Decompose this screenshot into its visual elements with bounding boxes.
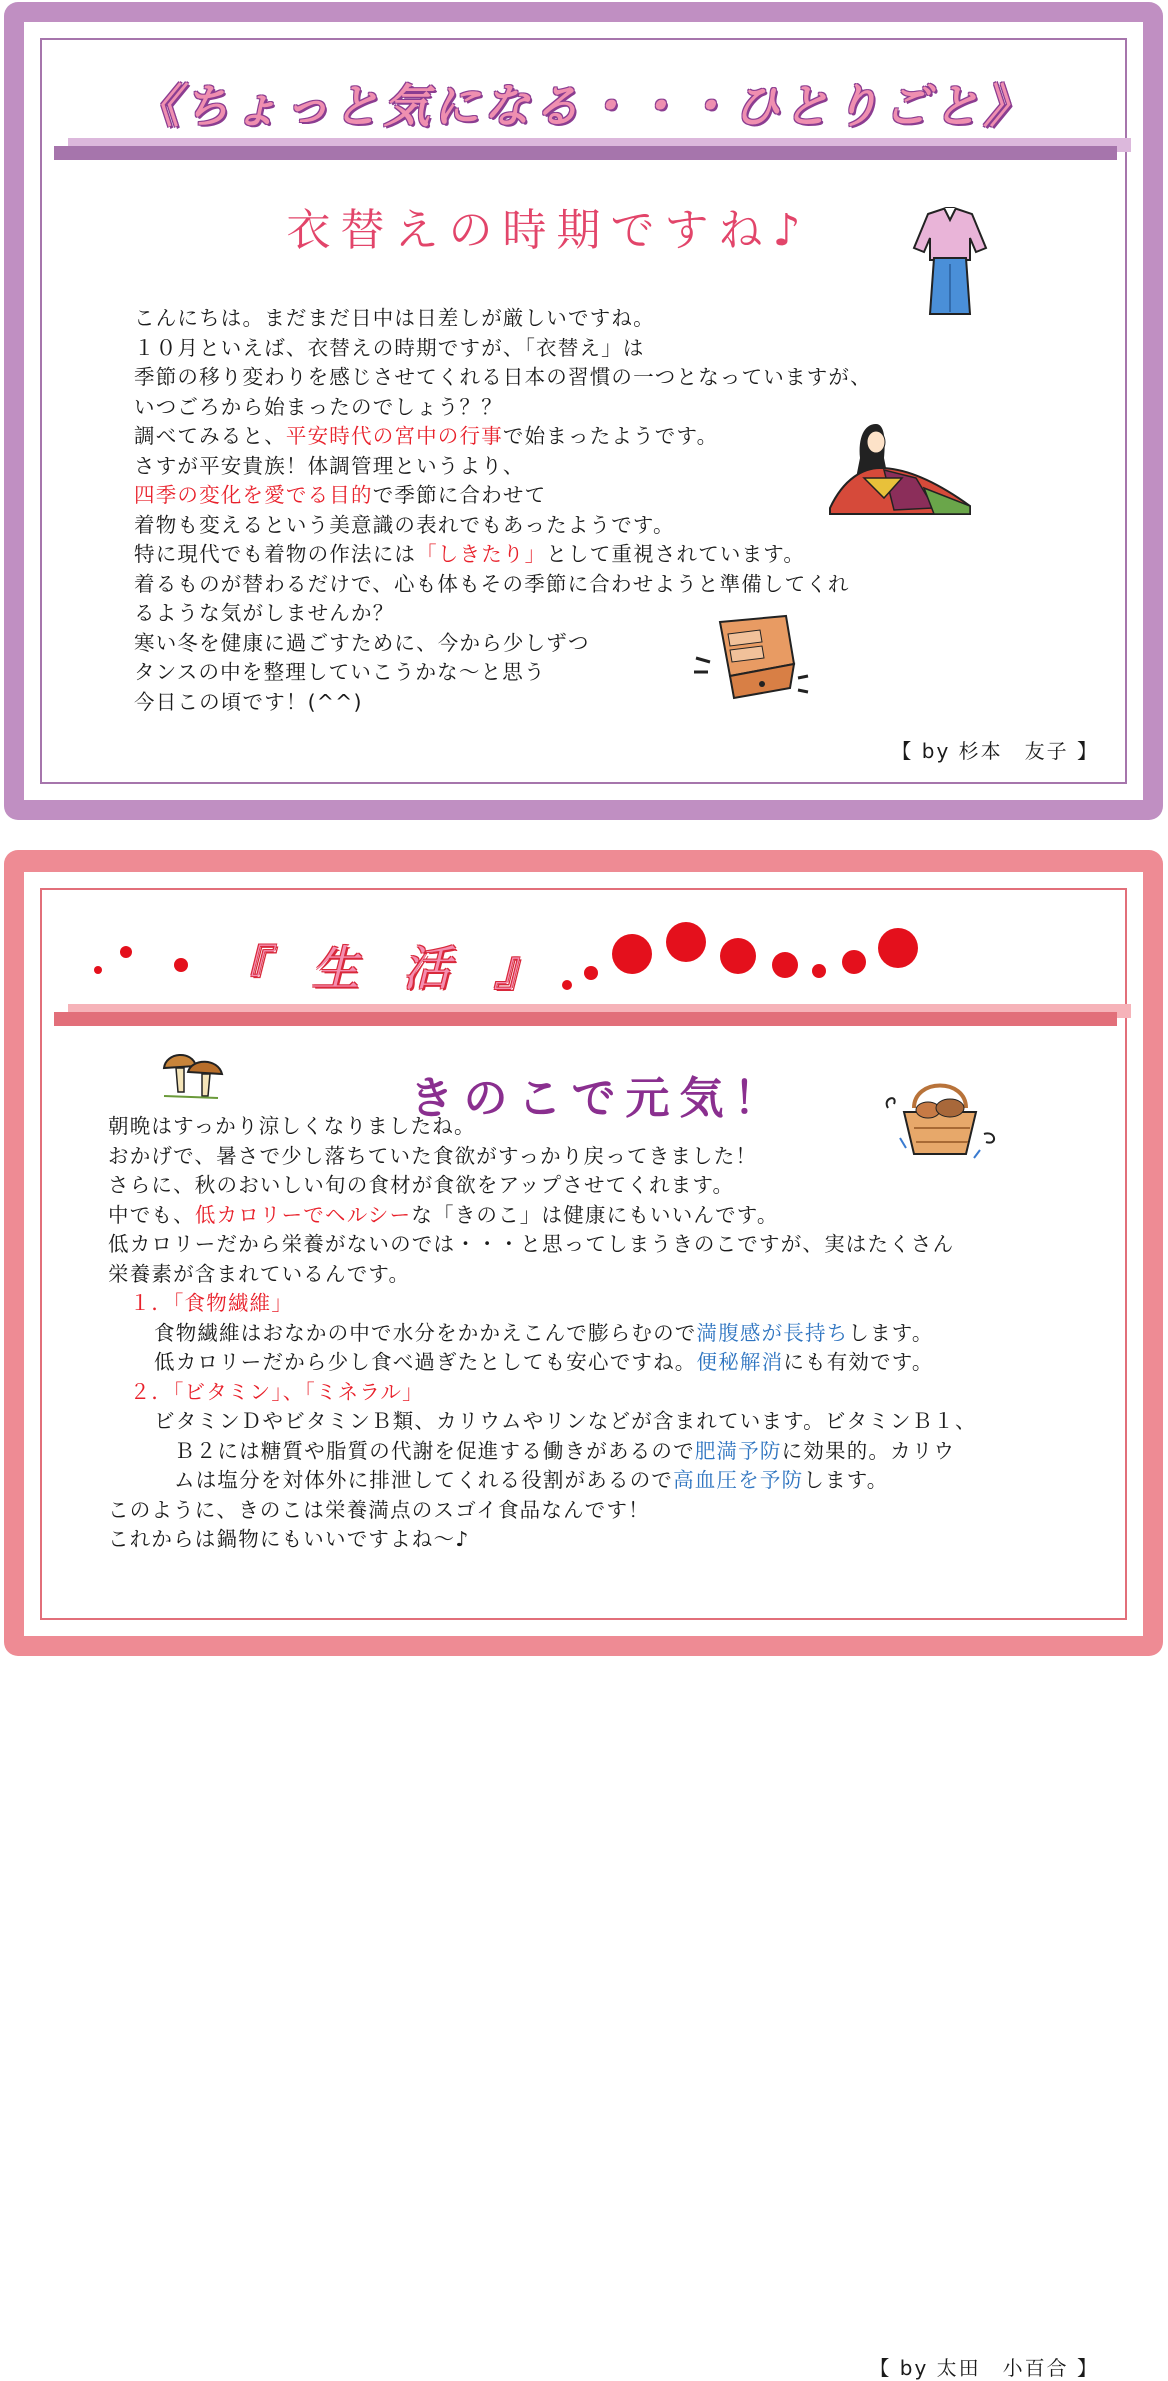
banner-dot — [772, 952, 798, 978]
section-1-inner — [24, 22, 1143, 800]
banner-dot — [842, 950, 866, 974]
banner-dot — [878, 928, 918, 968]
text-segment: タンスの中を整理していこうかな～と思う — [134, 660, 546, 684]
text-line — [108, 1407, 977, 1437]
text-segment: します。 — [848, 1320, 934, 1345]
banner-dot — [612, 934, 652, 974]
text-line — [108, 1171, 977, 1201]
banner-dot — [584, 966, 598, 980]
banner-dot — [94, 966, 102, 974]
text-line — [134, 658, 872, 688]
text-line — [134, 688, 872, 718]
highlight-text: ２．「ビタミン」、「ミネラル」 — [108, 1379, 424, 1404]
text-segment: で始まったようです。 — [502, 424, 719, 448]
text-line — [108, 1201, 977, 1231]
text-line — [108, 1437, 977, 1467]
text-line — [108, 1260, 977, 1290]
section-2-banner: 『 生 活 』 — [220, 941, 556, 997]
highlight-text: 「しきたり」 — [416, 542, 547, 566]
text-segment: 着るものが替わるだけで、心も体もその季節に合わせようと準備してくれ — [134, 571, 850, 596]
text-segment: にも有効です。 — [783, 1350, 934, 1374]
section-1-panel — [4, 2, 1163, 820]
text-segment: 寒い冬を健康に過ごすために、今から少しずつ — [134, 630, 590, 655]
text-line — [134, 422, 872, 452]
section-2-headline: きのこで元気！ — [409, 1073, 788, 1124]
section-1-byline: 【 by 杉本 友子 】 — [891, 739, 1099, 763]
text-segment: 中でも、 — [108, 1202, 195, 1227]
text-line — [134, 393, 872, 423]
text-line — [108, 1112, 977, 1142]
text-line — [108, 1466, 977, 1496]
text-segment: 着物も変えるという美意識の表れでもあったようです。 — [134, 512, 675, 537]
section-2-body — [108, 1112, 977, 1555]
banner-dot — [666, 922, 706, 962]
banner-dot — [174, 958, 188, 972]
section-1-body — [134, 304, 872, 717]
text-line — [134, 452, 872, 482]
text-segment: に効果的。カリウ — [781, 1438, 956, 1463]
section-1-headline: 衣替えの時期ですね♪ — [286, 205, 811, 256]
text-line — [134, 334, 872, 364]
text-segment: 食物繊維はおなかの中で水分をかかえこんで膨らむので — [154, 1320, 697, 1345]
text-segment: さらに、秋のおいしい旬の食材が食欲をアップさせてくれます。 — [108, 1173, 735, 1197]
banner-dot — [120, 946, 132, 958]
clothes-icon — [906, 204, 996, 320]
text-segment: こんにちは。まだまだ日中は日差しが厳しいですね。 — [134, 306, 655, 330]
banner-dot — [562, 980, 572, 990]
text-line — [134, 599, 872, 629]
highlight-text: 便秘解消 — [696, 1350, 784, 1374]
highlight-text: 低カロリーでヘルシー — [194, 1202, 412, 1227]
text-segment: いつごろから始まったのでしょう？？ — [134, 394, 503, 419]
text-line — [134, 304, 872, 334]
banner-dot — [720, 938, 756, 974]
highlight-text: 高血圧を予防 — [673, 1468, 804, 1492]
section-1-bar-dark — [54, 146, 1117, 160]
text-segment: さすが平安貴族！体調管理というより、 — [134, 453, 525, 478]
text-segment: 朝晩はすっかり涼しくなりましたね。 — [108, 1114, 476, 1138]
highlight-text: 平安時代の宮中の行事 — [285, 424, 503, 448]
text-segment: １０月といえば、衣替えの時期ですが、「衣替え」は — [134, 335, 645, 360]
text-segment: ムは塩分を対体外に排泄してくれる役割があるので — [174, 1468, 674, 1492]
text-segment: 低カロリーだから少し食べ過ぎたとしても安心ですね。 — [154, 1350, 697, 1374]
text-segment: 特に現代でも着物の作法には — [134, 542, 417, 566]
section-2-bar-dark — [54, 1012, 1117, 1026]
text-line — [108, 1319, 977, 1349]
text-segment: 季節の移り変わりを感じさせてくれる日本の習慣の一つとなっていますが、 — [134, 365, 872, 389]
text-segment: として重視されています。 — [546, 542, 806, 566]
text-segment: おかげで、暑さで少し落ちていた食欲がすっかり戻ってきました！ — [108, 1143, 758, 1168]
text-line — [134, 540, 872, 570]
text-line — [134, 570, 872, 600]
text-segment: な「きのこ」は健康にもいいんです。 — [411, 1202, 779, 1227]
section-2-panel — [4, 850, 1163, 2380]
text-line — [134, 629, 872, 659]
highlight-text: １．「食物繊維」 — [108, 1291, 294, 1315]
text-segment: Ｂ２には糖質や脂質の代謝を促進する働きがあるので — [174, 1438, 695, 1463]
text-segment: 調べてみると、 — [134, 424, 286, 448]
text-segment: ビタミンＤやビタミンＢ類、カリウムやリンなどが含まれています。ビタミンＢ１、 — [154, 1409, 977, 1433]
text-line — [134, 481, 872, 511]
text-line — [134, 363, 872, 393]
text-line — [108, 1348, 977, 1378]
text-line — [108, 1142, 977, 1172]
section-2-byline: 【 by 太田 小百合 】 — [869, 2356, 1099, 2380]
text-line — [108, 1230, 977, 1260]
highlight-text: 肥満予防 — [694, 1438, 782, 1463]
section-2-inner — [24, 872, 1143, 2380]
text-segment: 今日この頃です！(^^) — [134, 689, 363, 714]
text-line — [108, 1378, 977, 1408]
text-segment: 栄養素が含まれているんです。 — [108, 1261, 411, 1286]
text-line — [108, 1525, 977, 1555]
text-segment: これからは鍋物にもいいですよね～♪ — [108, 1527, 470, 1551]
section-1-banner: 《ちょっと気になる・・・ひとりごと》 — [133, 79, 1034, 133]
text-line — [108, 1496, 977, 1526]
text-line — [134, 511, 872, 541]
text-segment: 低カロリーだから栄養がないのでは・・・と思ってしまうきのこですが、実はたくさん — [108, 1232, 955, 1256]
highlight-text: 満腹感が長持ち — [696, 1320, 849, 1345]
text-segment: します。 — [803, 1468, 889, 1492]
banner-dot — [812, 964, 826, 978]
text-segment: で季節に合わせて — [372, 483, 547, 507]
text-segment: るような気がしませんか？ — [134, 601, 395, 625]
highlight-text: 四季の変化を愛でる目的 — [134, 483, 373, 507]
text-line — [108, 1289, 977, 1319]
text-segment: このように、きのこは栄養満点のスゴイ食品なんです！ — [108, 1497, 650, 1522]
